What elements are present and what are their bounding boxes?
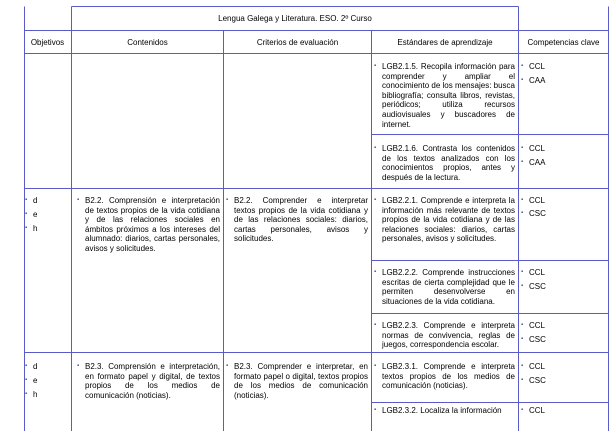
header-objetivos: Objetivos bbox=[30, 38, 65, 47]
header-criterios: Criterios de evaluación bbox=[256, 38, 339, 47]
competency-label: ▪ CSC bbox=[529, 282, 546, 292]
competency-label: ▪ CCL bbox=[529, 362, 545, 372]
header-estandares: Estándares de aprendizaje bbox=[397, 38, 493, 47]
competency-label: ▪ CCL bbox=[529, 62, 545, 72]
objective-label: ▪ h bbox=[33, 224, 37, 234]
standard-text: ▪ LGB2.2.1. Comprende e interpreta la información más relevante de textos propios de la vida cotidiana y de las relaciones sociales: diarios, cartas personales, avisos y solicitudes. bbox=[382, 196, 515, 244]
objective-label: ▪ e bbox=[33, 210, 37, 220]
standard-text: ▪ LGB2.3.2. Localiza la información bbox=[382, 406, 515, 416]
standard-text: ▪ LGB2.2.2. Comprende instrucciones escritas de cierta complejidad que le permiten desenvolverse en situaciones de la vida cotidiana. bbox=[382, 268, 515, 306]
competency-label: ▪ CAA bbox=[529, 76, 545, 86]
competency-label: ▪ CCL bbox=[529, 268, 545, 278]
header-contenidos: Contenidos bbox=[127, 38, 168, 47]
competency-label: ▪ CCL bbox=[529, 321, 545, 331]
competency-label: ▪ CCL bbox=[529, 196, 545, 206]
table-title: Lengua Galega y Literatura. ESO. 2º Curso bbox=[218, 14, 372, 23]
criterion-text: ▪ B2.2. Comprender e interpretar textos propios de la vida cotidiana y de las relaciones sociales: diarios, cartas personales, avisos y solicitudes. bbox=[234, 196, 368, 244]
objective-label: ▪ e bbox=[33, 376, 37, 386]
content-text: ▪ B2.3. Comprensión e interpretación, en formato papel y digital, de textos propios de los medios de comunicación (noticias). bbox=[85, 362, 220, 400]
competency-label: ▪ CCL bbox=[529, 406, 545, 416]
objective-label: ▪ d bbox=[33, 362, 37, 372]
standard-text: ▪ LGB2.2.3. Comprende e interpreta normas de convivencia, reglas de juegos, correspondencia escolar. bbox=[382, 321, 515, 350]
competency-label: ▪ CSC bbox=[529, 335, 546, 345]
content-text: ▪ B2.2. Comprensión e interpretación de textos propios de la vida cotidiana y de las relaciones sociales en ámbitos próximos a los intereses del alumnado: diarios, cartas personales, avisos y solicitudes. bbox=[85, 196, 220, 254]
standard-text: ▪ LGB2.1.6. Contrasta los contenidos de los textos analizados con los conocimientos propios, antes y después de la lectura. bbox=[382, 144, 515, 182]
criterion-text: ▪ B2.3. Comprender e interpretar, en formato papel o digital, textos propios de los medios de comunicación (noticias). bbox=[234, 362, 368, 400]
competency-label: ▪ CSC bbox=[529, 376, 546, 386]
competency-label: ▪ CSC bbox=[529, 209, 546, 219]
objective-label: ▪ d bbox=[33, 196, 37, 206]
header-competencias: Competencias clave bbox=[527, 38, 600, 47]
standard-text: ▪ LGB2.1.5. Recopila información para comprender y ampliar el conocimiento de los mensajes: busca bibliografía; consulta libros, revistas, periódicos; utiliza recursos audiovisuales y buscadores de internet. bbox=[382, 62, 515, 129]
standard-text: ▪ LGB2.3.1. Comprende e interpreta textos propios de los medios de comunicación (noticias). bbox=[382, 362, 515, 391]
competency-label: ▪ CCL bbox=[529, 144, 545, 154]
objective-label: ▪ h bbox=[33, 390, 37, 400]
competency-label: ▪ CAA bbox=[529, 158, 545, 168]
